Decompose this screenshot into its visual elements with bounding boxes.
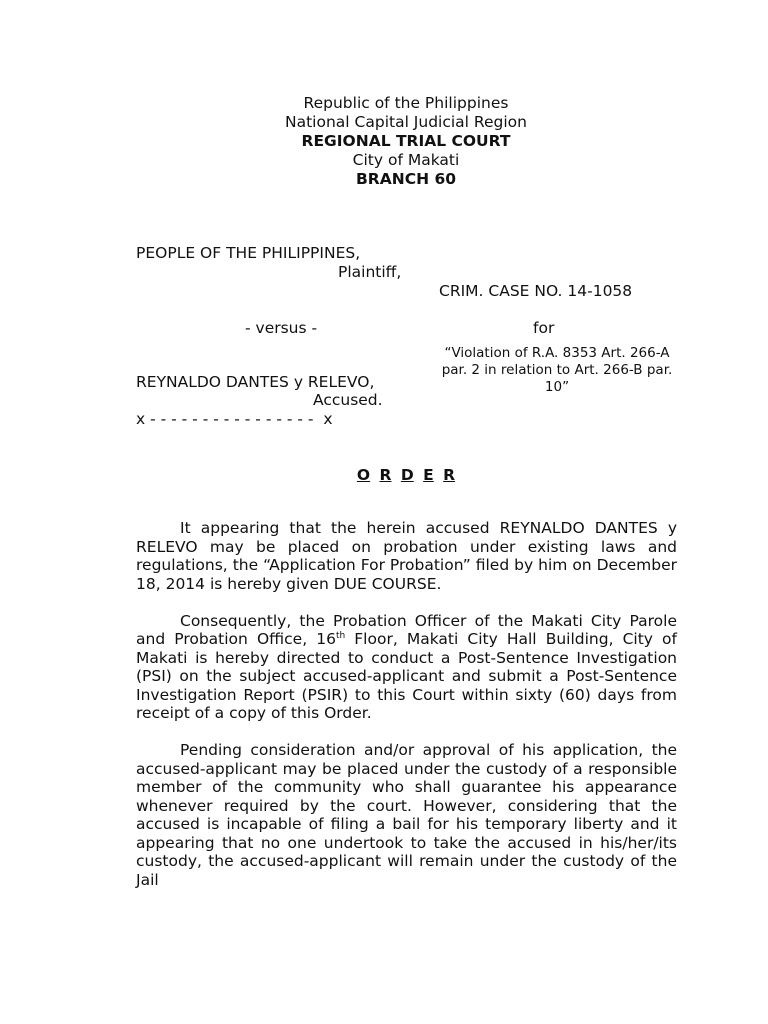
title-letter: O — [356, 466, 371, 484]
charge-description: “Violation of R.A. 8353 Art. 266-A par. 2 in relation to Art. 266-B par. 10” — [441, 345, 673, 395]
versus-label: - versus - — [245, 319, 318, 337]
caption-separator: x - - - - - - - - - - - - - - - - x — [136, 410, 333, 428]
title-letter: R — [379, 466, 392, 484]
header-city: City of Makati — [352, 151, 460, 169]
title-letter: E — [423, 466, 434, 484]
header-region: National Capital Judicial Region — [285, 113, 527, 131]
header-court: REGIONAL TRIAL COURT — [301, 132, 511, 150]
paragraph-due-course: It appearing that the herein accused REYNALDO DANTES y RELEVO may be placed on probation under existing laws and regulations, the “Application For Probation” filed by him on December 18, 2014 is hereby given DUE COURSE. — [136, 519, 677, 593]
title-letter: R — [443, 466, 456, 484]
for-label: for — [533, 319, 555, 337]
order-body — [136, 519, 677, 908]
order-title — [0, 466, 768, 484]
ordinal-suffix: th — [335, 630, 346, 641]
paragraph-text: Consequently, the Probation Officer of the Makati City Parole and Probation Office, 16 — [136, 611, 677, 648]
paragraph-probation-officer — [136, 612, 677, 723]
header-republic: Republic of the Philippines — [303, 94, 509, 112]
paragraph-custody: Pending consideration and/or approval of his application, the accused-applicant may be placed under the custody of a responsible member of the community who shall guarantee his appearance whenever required by the court. However, considering that the accused is incapable of filing a bail for his temporary liberty and it appearing that no one undertook to take the accused in his/her/its custody, the accused-applicant will remain under the custody of the Jail — [136, 741, 677, 889]
title-letter: D — [400, 466, 414, 484]
accused-role: Accused. — [313, 391, 383, 409]
paragraph-text: Floor, Makati City Hall Building, City of Makati is hereby directed to conduct a Post-Sentence Investigation (PSI) on the subject accused-applicant and submit a Post-Sentence Investigation Report (PSIR) to this Court within sixty (60) days from receipt of a copy of this Order. — [136, 630, 677, 722]
case-number: CRIM. CASE NO. 14-1058 — [439, 282, 633, 300]
plaintiff-role: Plaintiff, — [338, 263, 402, 281]
header-branch: BRANCH 60 — [355, 170, 457, 188]
accused-name: REYNALDO DANTES y RELEVO, — [136, 373, 375, 391]
court-header — [0, 94, 768, 189]
plaintiff-name: PEOPLE OF THE PHILIPPINES, — [136, 244, 361, 262]
